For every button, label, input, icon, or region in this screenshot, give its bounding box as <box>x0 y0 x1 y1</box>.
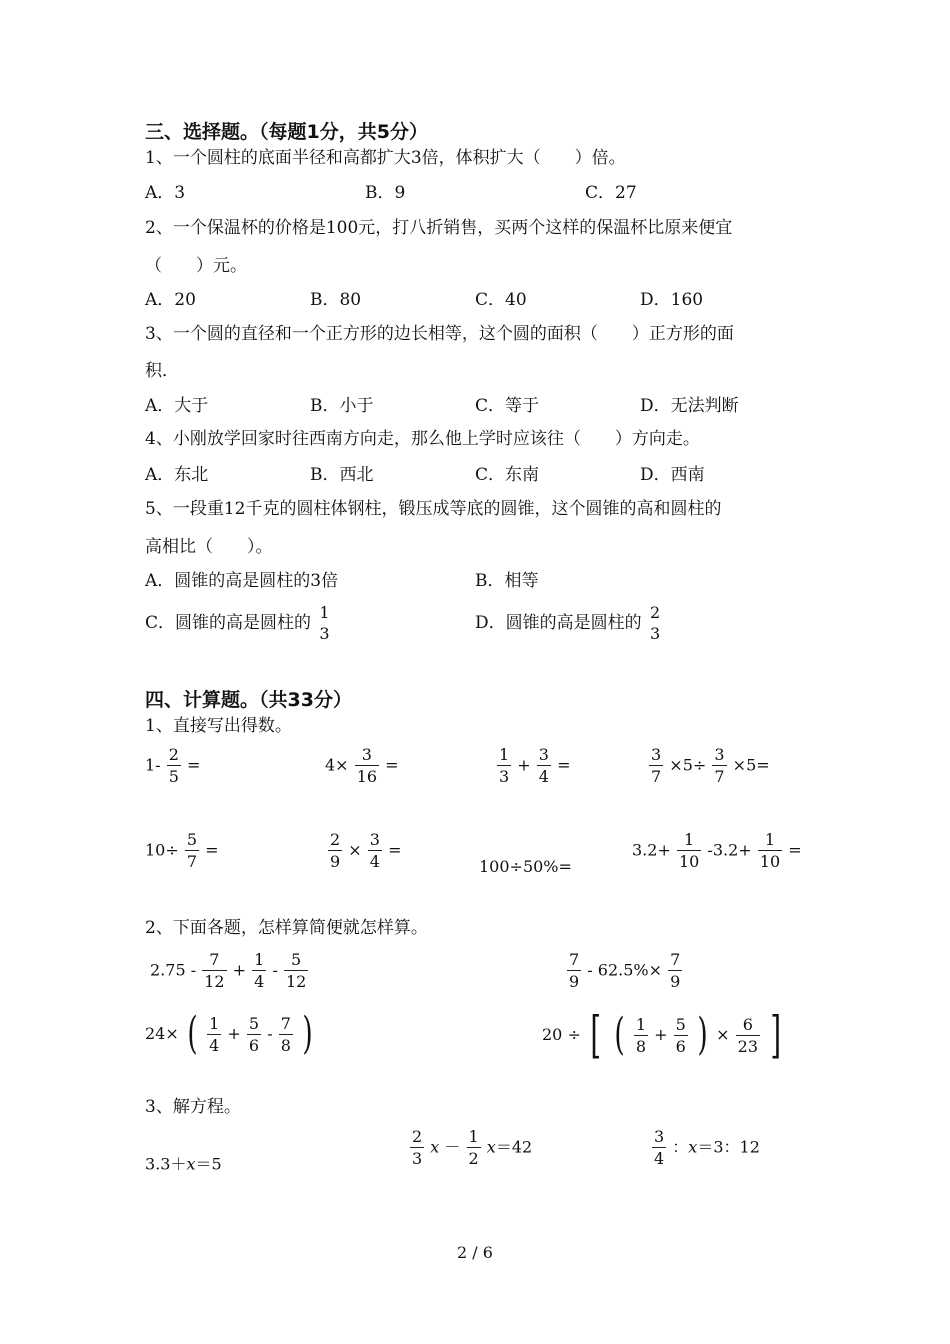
numerator: 2 <box>330 830 341 849</box>
q3-option-c: C．等于 <box>475 396 540 416</box>
denominator: 7 <box>651 767 662 786</box>
q5-option-b: B．相等 <box>475 571 539 591</box>
q3-option-a: A．大于 <box>145 396 209 416</box>
tail: ×5= <box>732 755 770 775</box>
denominator: 4 <box>538 767 549 786</box>
simplify-2 <box>566 951 683 990</box>
operator: - <box>267 1024 273 1043</box>
denominator: 4 <box>654 1149 665 1168</box>
fraction <box>652 1128 666 1167</box>
denominator: 23 <box>737 1036 759 1056</box>
fraction <box>677 831 701 870</box>
fraction <box>252 951 266 990</box>
q1-option-a: A．3 <box>145 183 186 203</box>
numerator: 3 <box>369 830 380 849</box>
fraction <box>202 951 226 990</box>
question-3-line-1: 3、一个圆的直径和一个正方形的边长相等，这个圆的面积（ ）正方形的面 <box>145 324 734 344</box>
fraction <box>410 1128 424 1167</box>
equals: = <box>385 755 399 775</box>
q4-option-d: D．西南 <box>640 465 705 485</box>
rhs: ＝42 <box>495 1137 533 1157</box>
denominator: 6 <box>675 1036 686 1056</box>
simplify-1 <box>150 951 309 990</box>
fraction <box>668 951 682 990</box>
calc-2-3: 100÷50%= <box>479 857 572 876</box>
numerator: 7 <box>280 1013 291 1033</box>
numerator: 5 <box>248 1013 260 1033</box>
operator: + <box>654 1025 668 1044</box>
calc-2-1 <box>145 831 219 870</box>
denominator: 12 <box>285 972 307 991</box>
equals: = <box>557 755 571 775</box>
equals: = <box>186 755 201 775</box>
q3-option-b: B．小于 <box>310 396 374 416</box>
fraction <box>279 1015 293 1054</box>
simplify-4 <box>542 1006 786 1064</box>
denominator: 9 <box>569 972 580 991</box>
right-bracket: ] <box>770 1006 782 1064</box>
denominator: 3 <box>499 767 510 786</box>
denominator: 10 <box>759 852 781 871</box>
section-4-title: 四、计算题。（共33分） <box>145 689 352 711</box>
denominator: 16 <box>356 767 378 786</box>
denominator: 5 <box>168 767 179 786</box>
numerator: 1 <box>319 603 330 622</box>
term: 3.3＋ <box>145 1154 187 1174</box>
fraction <box>634 1016 648 1055</box>
term: 4× <box>325 755 349 775</box>
term: 24× <box>145 1024 179 1043</box>
denominator: 7 <box>186 852 198 871</box>
numerator: 1 <box>635 1014 647 1034</box>
denominator: 3 <box>650 624 661 643</box>
q2-option-d: D．160 <box>640 290 704 310</box>
operator: ×5÷ <box>669 755 707 775</box>
equals: = <box>388 840 402 860</box>
q5-option-d <box>475 604 663 642</box>
calc-1-3 <box>496 746 570 785</box>
operator: - 62.5%× <box>587 960 663 980</box>
fraction <box>537 746 551 785</box>
page-number: 2 / 6 <box>457 1243 493 1262</box>
q5-option-a: A．圆锥的高是圆柱的3倍 <box>145 571 339 591</box>
question-5-line-1: 5、一段重12千克的圆柱体钢柱，锻压成等底的圆锥，这个圆锥的高和圆柱的 <box>145 499 722 519</box>
operator: + <box>517 755 531 775</box>
fraction <box>185 831 199 870</box>
variable-x: x <box>486 1137 496 1157</box>
left-paren: ( <box>613 1009 625 1060</box>
denominator: 10 <box>678 852 700 871</box>
fraction <box>207 1015 221 1054</box>
variable-x: x <box>430 1137 440 1157</box>
numerator: 3 <box>654 1127 665 1146</box>
q4-option-a: A．东北 <box>145 465 209 485</box>
numerator: 3 <box>538 745 549 764</box>
numerator: 1 <box>209 1013 220 1033</box>
numerator: 3 <box>651 745 662 764</box>
question-2-line-2: （ ）元。 <box>145 256 247 276</box>
fraction <box>497 746 511 785</box>
fraction <box>758 831 782 870</box>
denominator: 4 <box>209 1035 220 1055</box>
numerator: 2 <box>168 745 179 764</box>
numerator: 5 <box>284 951 308 971</box>
numerator: 1 <box>254 950 265 969</box>
q5-option-c <box>145 604 333 642</box>
numerator: 1 <box>468 1127 479 1146</box>
denominator: 6 <box>248 1035 260 1055</box>
fraction <box>368 831 382 870</box>
numerator: 3 <box>714 745 725 764</box>
section-3-title: 三、选择题。（每题1分，共5分） <box>145 121 428 143</box>
denominator: 7 <box>714 767 725 786</box>
term: 1- <box>145 755 161 775</box>
rhs: ＝3：12 <box>697 1137 760 1157</box>
operator: － <box>444 1137 461 1157</box>
left-bracket: [ <box>590 1006 602 1064</box>
calc-2-4 <box>632 831 802 870</box>
question-2-line-1: 2、一个保温杯的价格是100元，打八折销售，买两个这样的保温杯比原来便宜 <box>145 218 733 238</box>
question-1-text: 1、一个圆柱的底面半径和高都扩大3倍，体积扩大（ ）倍。 <box>145 148 626 168</box>
q5-option-c-label: C．圆锥的高是圆柱的 <box>145 613 312 633</box>
question-5-line-2: 高相比（ ）。 <box>145 537 273 557</box>
q1-option-c: C．27 <box>585 183 637 203</box>
fraction <box>284 951 308 990</box>
numerator: 6 <box>736 1016 760 1036</box>
fraction-one-third <box>317 604 331 642</box>
fraction <box>736 1016 760 1055</box>
q2-option-c: C．40 <box>475 290 527 310</box>
operator: × <box>716 1025 730 1044</box>
denominator: 4 <box>369 852 380 871</box>
numerator: 2 <box>412 1127 423 1146</box>
calc-2-2 <box>327 831 401 870</box>
question-3-line-2: 积． <box>145 361 179 381</box>
fraction <box>674 1016 688 1055</box>
rhs: ＝5 <box>195 1154 222 1174</box>
fraction <box>649 746 663 785</box>
fraction <box>328 831 342 870</box>
fraction <box>712 746 726 785</box>
term: 3.2+ <box>632 840 671 860</box>
q1-option-b: B．9 <box>365 183 406 203</box>
calc-1-1 <box>145 746 200 785</box>
equation-2 <box>409 1128 532 1167</box>
denominator: 2 <box>468 1149 479 1168</box>
left-paren: ( <box>187 1008 198 1059</box>
numerator: 7 <box>670 950 681 969</box>
denominator: 4 <box>254 972 265 991</box>
numerator: 5 <box>186 830 198 849</box>
variable-x: x <box>186 1154 196 1174</box>
variable-x: x <box>688 1137 698 1157</box>
part-2-title: 2、下面各题，怎样算简便就怎样算。 <box>145 918 428 938</box>
term: 20 ÷ <box>542 1025 581 1044</box>
q4-option-c: C．东南 <box>475 465 540 485</box>
q2-option-a: A．20 <box>145 290 196 310</box>
operator: × <box>348 840 362 860</box>
denominator: 9 <box>330 852 341 871</box>
operator: + <box>227 1024 241 1043</box>
simplify-3 <box>145 1008 316 1059</box>
denominator: 3 <box>319 624 330 643</box>
q3-option-d: D．无法判断 <box>640 396 739 416</box>
denominator: 12 <box>204 972 225 991</box>
numerator: 1 <box>677 831 701 851</box>
numerator: 2 <box>650 603 661 622</box>
equals: = <box>205 840 219 860</box>
denominator: 3 <box>412 1149 423 1168</box>
denominator: 8 <box>280 1035 291 1055</box>
question-4-text: 4、小刚放学回家时往西南方向走，那么他上学时应该往（ ）方向走。 <box>145 429 700 449</box>
numerator: 1 <box>499 745 510 764</box>
fraction <box>355 746 379 785</box>
operator: + <box>232 960 247 980</box>
q2-option-b: B．80 <box>310 290 362 310</box>
calc-1-4 <box>648 746 770 785</box>
part-1-title: 1、直接写出得数。 <box>145 716 292 736</box>
operator: - <box>272 960 278 980</box>
fraction <box>467 1128 481 1167</box>
fraction-two-thirds <box>648 604 662 642</box>
q5-option-d-label: D．圆锥的高是圆柱的 <box>475 613 642 633</box>
q4-option-b: B．西北 <box>310 465 374 485</box>
colon: ： <box>672 1137 689 1157</box>
denominator: 8 <box>635 1036 647 1056</box>
equation-1 <box>145 1154 222 1175</box>
numerator: 1 <box>758 831 782 851</box>
operator: -3.2+ <box>707 840 752 860</box>
equation-3 <box>651 1128 760 1167</box>
right-paren: ) <box>302 1008 313 1059</box>
numerator: 7 <box>569 950 580 969</box>
fraction <box>247 1015 261 1054</box>
fraction <box>167 746 181 785</box>
denominator: 9 <box>670 972 681 991</box>
numerator: 7 <box>202 951 226 971</box>
term: 10÷ <box>145 840 179 860</box>
numerator: 3 <box>355 746 379 766</box>
right-paren: ) <box>697 1009 708 1060</box>
numerator: 5 <box>675 1014 686 1034</box>
calc-1-2 <box>325 746 399 785</box>
part-3-title: 3、解方程。 <box>145 1097 241 1117</box>
term: 2.75 - <box>150 960 197 980</box>
fraction <box>567 951 581 990</box>
equals: = <box>788 840 802 860</box>
